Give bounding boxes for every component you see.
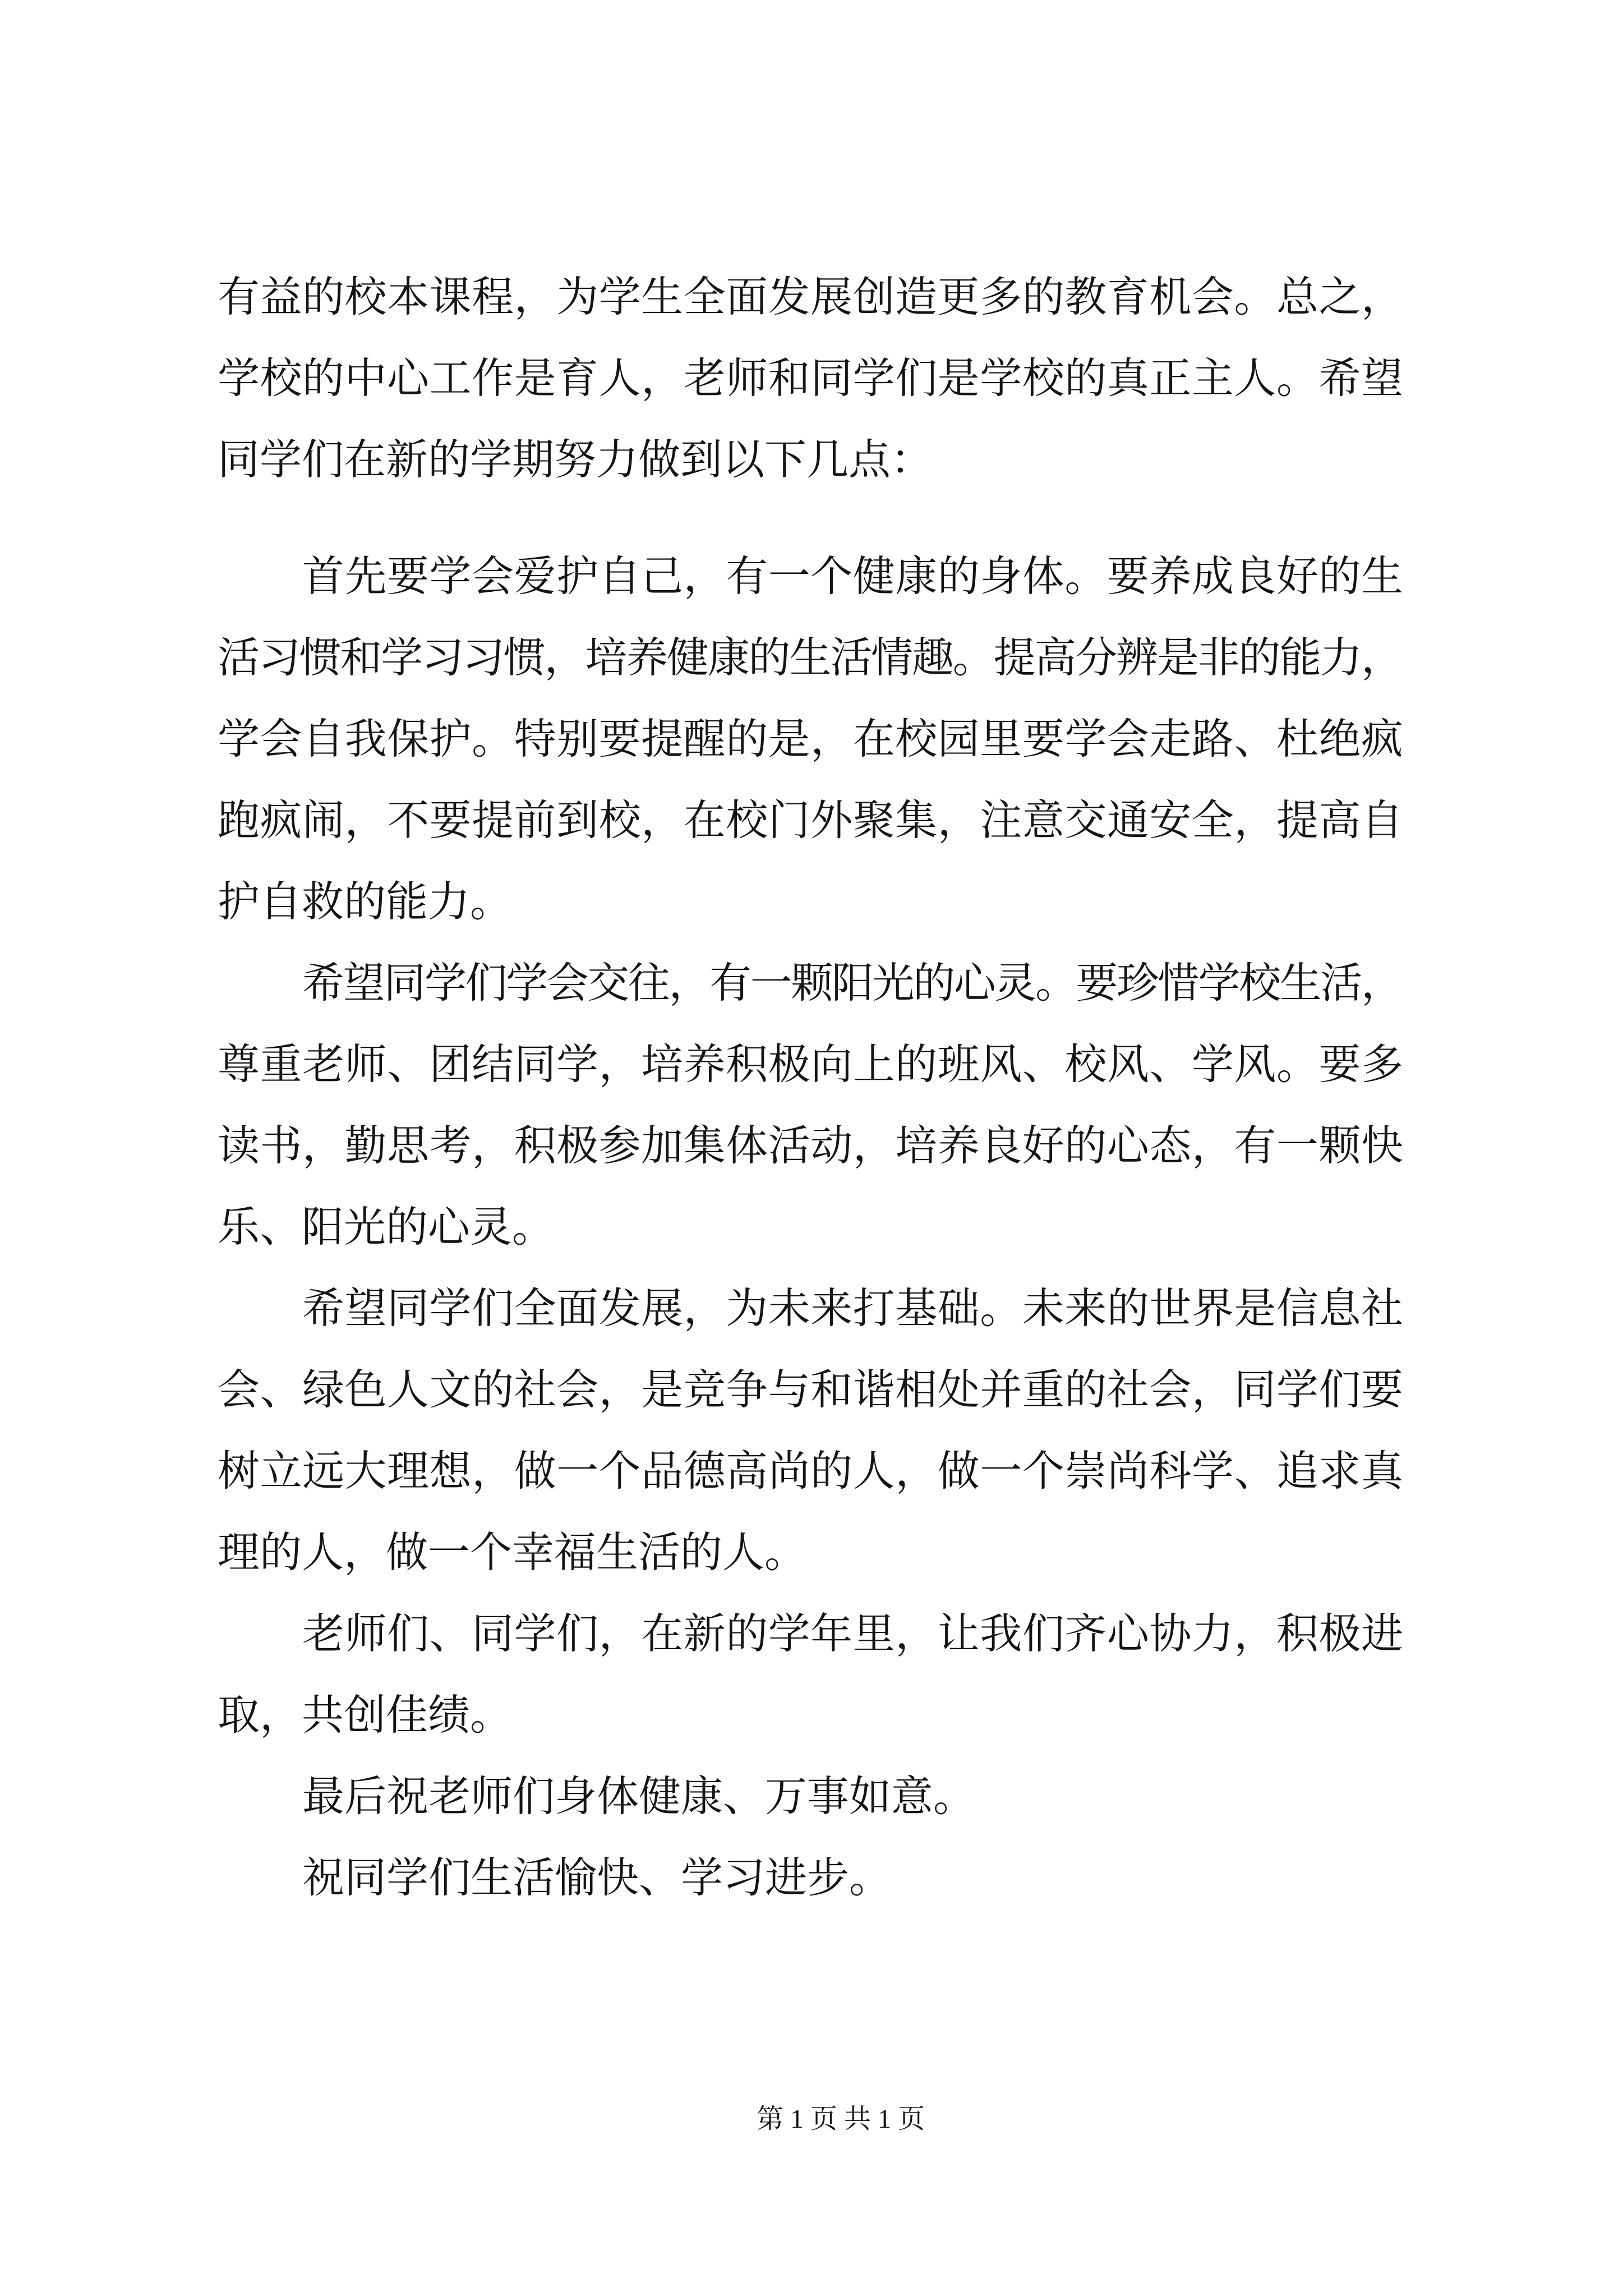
paragraph-5 — [218, 1593, 1403, 1756]
text-line: 理的人，做一个幸福生活的人。 — [218, 1527, 807, 1577]
text-line: 老师们、同学们，在新的学年里，让我们齐心协力，积极进 — [302, 1609, 1404, 1658]
text-line: 学会自我保护。特别要提醒的是，在校园里要学会走路、杜绝疯 — [218, 714, 1404, 763]
text-line: 祝同学们生活愉快、学习进步。 — [302, 1853, 892, 1902]
text-line: 最后祝老师们身体健康、万事如意。 — [302, 1772, 976, 1821]
paragraph-6 — [218, 1756, 1403, 1837]
text-line: 有益的校本课程，为学生全面发展创造更多的教育机会。总之， — [218, 272, 1404, 321]
text-line: 会、绿色人文的社会，是竞争与和谐相处并重的社会，同学们要 — [218, 1365, 1404, 1414]
document-body — [218, 256, 1403, 1918]
text-line: 活习惯和学习习惯，培养健康的生活情趣。提高分辨是非的能力， — [218, 633, 1402, 682]
text-line: 树立远大理想，做一个品德高尚的人，做一个崇尚科学、追求真 — [218, 1446, 1404, 1496]
text-line: 同学们在新的学期努力做到以下几点： — [218, 435, 933, 484]
text-line: 希望同学们学会交往，有一颗阳光的心灵。要珍惜学校生活， — [302, 958, 1402, 1007]
paragraph-7 — [218, 1837, 1403, 1918]
text-line: 乐、阳光的心灵。 — [218, 1202, 555, 1251]
text-line: 学校的中心工作是育人，老师和同学们是学校的真正主人。希望 — [218, 353, 1404, 403]
paragraph-3 — [218, 942, 1403, 1268]
text-line: 跑疯闹，不要提前到校，在校门外聚集，注意交通安全，提高自 — [218, 795, 1404, 845]
text-line: 护自救的能力。 — [218, 877, 513, 926]
text-line: 读书，勤思考，积极参加集体活动，培养良好的心态，有一颗快 — [218, 1121, 1404, 1170]
page-footer: 第 1 页 共 1 页 — [756, 2104, 925, 2134]
text-line: 尊重老师、团结同学，培养积极向上的班风、校风、学风。要多 — [218, 1039, 1404, 1089]
text-line: 首先要学会爱护自己，有一个健康的身体。要养成良好的生 — [302, 551, 1404, 601]
text-line: 希望同学们全面发展，为未来打基础。未来的世界是信息社 — [302, 1283, 1404, 1333]
paragraph-2 — [218, 536, 1403, 942]
text-line: 取，共创佳绩。 — [218, 1690, 513, 1740]
paragraph-1 — [218, 256, 1403, 500]
paragraph-4 — [218, 1268, 1403, 1593]
